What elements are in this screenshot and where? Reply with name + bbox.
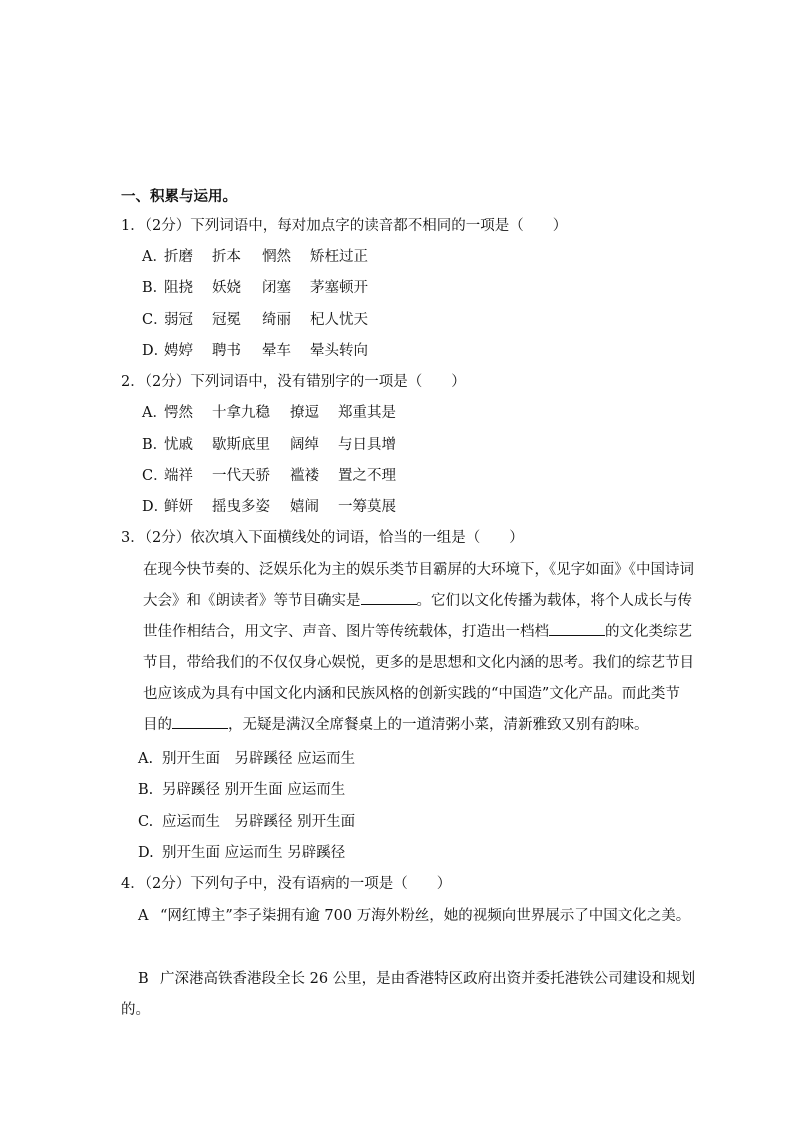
option-label: A． — [142, 249, 167, 265]
option-label: D． — [142, 499, 169, 515]
option-label: C. — [138, 814, 154, 830]
option-word: 郑重其是 — [338, 405, 396, 421]
question-4-stem: 4．（2分）下列句子中，没有语病的一项是（ ） — [121, 876, 452, 892]
option-word: 茅塞顿开 — [310, 280, 368, 296]
option-label: B． — [142, 280, 168, 296]
question-2-option-a[interactable] — [142, 403, 396, 423]
option-word: 闭塞 — [262, 280, 291, 296]
option-word: 置之不理 — [338, 468, 396, 484]
option-word: 摇曳多姿 — [212, 499, 270, 515]
option-text: 别开生面 另辟蹊径 应运而生 — [162, 751, 356, 767]
question-2-option-c[interactable] — [142, 466, 396, 486]
option-word: 妖娆 — [212, 280, 241, 296]
fill-blank-3[interactable] — [172, 714, 228, 729]
option-word: 鲜妍 — [164, 499, 193, 515]
option-word: 晕头转向 — [310, 343, 368, 359]
question-2-option-d[interactable] — [142, 497, 396, 517]
option-word: 褴褛 — [290, 468, 319, 484]
option-text: 广深港高铁香港段全长 26 公里，是由香港特区政府出资并委托港铁公司建设和规划 — [160, 971, 696, 987]
option-word: 愕然 — [164, 405, 193, 421]
question-1-option-b[interactable] — [142, 278, 368, 298]
question-3-stem: 3．（2分）依次填入下面横线处的词语，恰当的一组是（ ） — [121, 530, 524, 546]
passage-text: ，无疑是满汉全席餐桌上的一道清粥小菜，清新雅致又别有韵味。 — [228, 717, 649, 733]
option-word: 矫枉过正 — [310, 249, 368, 265]
option-label: C． — [142, 312, 168, 328]
option-word: 十拿九稳 — [212, 405, 270, 421]
question-3-passage — [143, 555, 694, 741]
option-text: 别开生面 应运而生 另辟蹊径 — [162, 845, 346, 861]
option-word: 惘然 — [262, 249, 291, 265]
passage-line: 节目，带给我们的不仅仅身心娱悦，更多的是思想和文化内涵的思考。我们的综艺节目 — [143, 655, 694, 671]
fill-blank-2[interactable] — [549, 621, 605, 636]
option-text: “网红博主”李子柒拥有逾 700 万海外粉丝，她的视频向世界展示了中国文化之美。 — [160, 908, 691, 924]
option-word: 阻挠 — [164, 280, 193, 296]
option-label: B． — [142, 437, 168, 453]
option-label: B — [138, 971, 149, 987]
option-word: 冠冕 — [212, 312, 241, 328]
question-4-option-a[interactable] — [138, 906, 690, 926]
question-1-option-d[interactable] — [142, 341, 368, 361]
passage-text: 大会》和《朗读者》等节目确实是 — [143, 593, 361, 609]
option-word: 嬉闹 — [290, 499, 319, 515]
question-4-option-b-continuation: 的。 — [121, 1002, 150, 1018]
question-2-option-b[interactable] — [142, 435, 396, 455]
question-2-stem: 2．（2分）下列词语中，没有错别字的一项是（ ） — [121, 374, 466, 390]
option-text: 另辟蹊径 别开生面 应运而生 — [162, 782, 346, 798]
option-label: D. — [138, 845, 154, 861]
option-word: 绮丽 — [262, 312, 291, 328]
option-word: 与日具增 — [338, 437, 396, 453]
passage-text: 的文化类综艺 — [605, 624, 692, 640]
option-word: 娉婷 — [164, 343, 193, 359]
question-1-option-a[interactable] — [142, 247, 368, 267]
passage-text: 世佳作相结合，用文字、声音、图片等传统载体，打造出一档档 — [143, 624, 549, 640]
option-word: 杞人忧天 — [310, 312, 368, 328]
option-word: 弱冠 — [164, 312, 193, 328]
option-label: A — [138, 908, 149, 924]
option-word: 一筹莫展 — [338, 499, 396, 515]
passage-line — [143, 617, 692, 648]
question-1-stem: 1．（2分）下列词语中，每对加点字的读音都不相同的一项是（ ） — [121, 218, 568, 234]
question-3-option-b[interactable] — [138, 780, 345, 800]
option-word: 阔绰 — [290, 437, 319, 453]
option-word: 一代天骄 — [212, 468, 270, 484]
option-word: 撩逗 — [290, 405, 319, 421]
option-label: D． — [142, 343, 169, 359]
option-text: 应运而生 另辟蹊径 别开生面 — [162, 814, 356, 830]
question-3-option-c[interactable] — [138, 812, 355, 832]
passage-line: 在现今快节奏的、泛娱乐化为主的娱乐类节目霸屏的大环境下，《见字如面》《中国诗词 — [143, 562, 694, 578]
option-word: 晕车 — [262, 343, 291, 359]
question-3-option-d[interactable] — [138, 843, 345, 863]
option-word: 忧戚 — [164, 437, 193, 453]
passage-line: 也应该成为具有中国文化内涵和民族风格的创新实践的“中国造”文化产品。而此类节 — [143, 686, 680, 702]
option-word: 折磨 — [164, 249, 193, 265]
option-word: 端祥 — [164, 468, 193, 484]
option-word: 聘书 — [212, 343, 241, 359]
passage-line — [143, 586, 692, 617]
option-label: A. — [138, 751, 154, 767]
question-3-option-a[interactable] — [138, 749, 355, 769]
section-title: 一、积累与运用。 — [121, 189, 237, 205]
option-label: C． — [142, 468, 168, 484]
fill-blank-1[interactable] — [361, 590, 417, 605]
question-4-option-b[interactable] — [138, 969, 695, 989]
option-word: 折本 — [212, 249, 241, 265]
passage-text: 目的 — [143, 717, 172, 733]
option-label: A． — [142, 405, 167, 421]
passage-text: 。它们以文化传播为载体，将个人成长与传 — [416, 593, 692, 609]
option-label: B. — [138, 782, 154, 798]
passage-line — [143, 710, 683, 741]
option-word: 歇斯底里 — [212, 437, 270, 453]
question-1-option-c[interactable] — [142, 310, 368, 330]
